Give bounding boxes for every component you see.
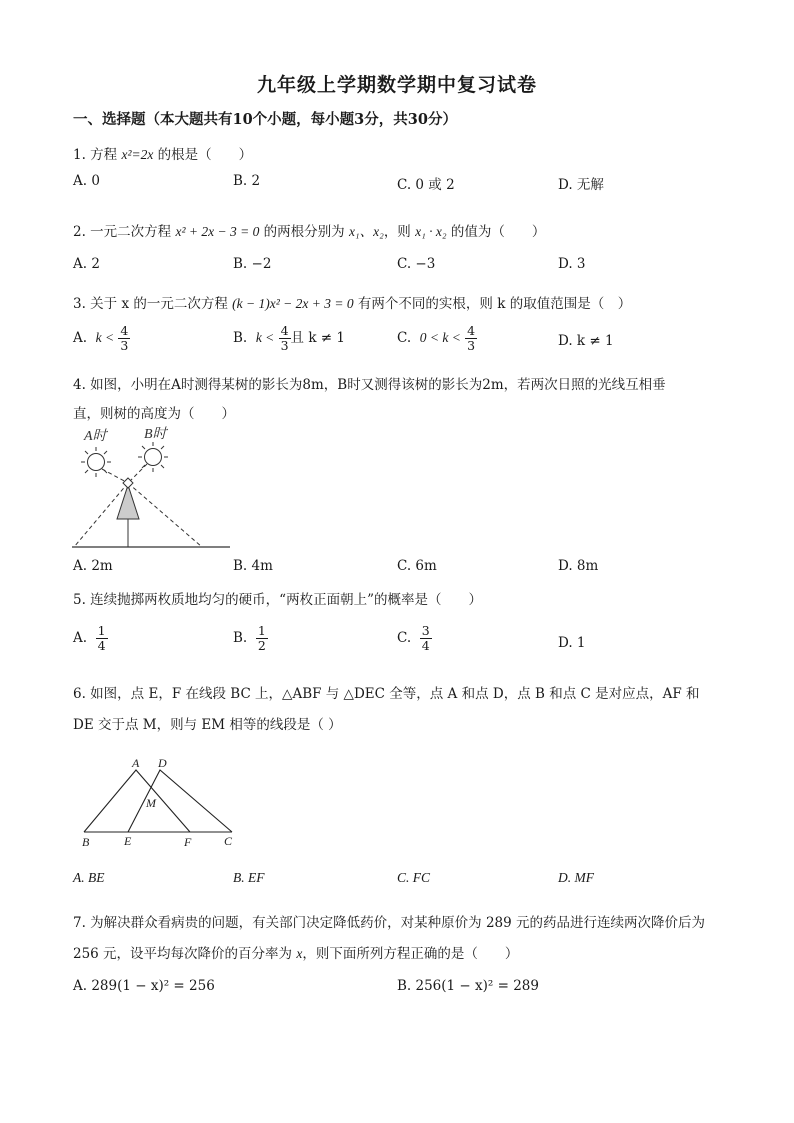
q6-option-b: B. EF — [233, 870, 265, 885]
q5-b-num: 1 — [257, 623, 266, 638]
q1-option-b: B. 2 — [233, 173, 261, 189]
q3-c-label: C. — [397, 330, 412, 346]
q5-a-label: A. — [73, 630, 88, 646]
q1-option-d: D. 无解 — [558, 177, 604, 193]
q5-b-den: 2 — [257, 638, 266, 653]
q7-option-a: A. 289(1 − x)² = 256 — [73, 978, 215, 994]
q7-option-b: B. 256(1 − x)² = 289 — [397, 978, 539, 994]
question-6-line-1: 6. 如图，点 E，F 在线段 BC 上，△ABF 与 △DEC 全等，点 A 和点 D，点 B 和点 C 是对应点，AF 和 — [73, 686, 700, 702]
q3-a-den: 3 — [120, 338, 129, 353]
q5-c-den: 4 — [421, 638, 430, 653]
q3-c-fraction — [465, 324, 477, 353]
q5-option-c — [397, 624, 432, 653]
q3-option-b — [233, 324, 345, 353]
label-e: E — [124, 834, 132, 848]
q1-option-a: A. 0 — [73, 173, 100, 189]
light-rays — [74, 464, 202, 547]
q5-option-b — [233, 624, 268, 653]
section-heading: 一、选择题（本大题共有10个小题，每小题3分，共30分） — [73, 111, 457, 128]
q2-option-a: A. 2 — [73, 256, 100, 272]
label-a: A — [132, 756, 140, 770]
q2-text-b: 的两根分别为 — [259, 224, 349, 240]
label-d: D — [158, 756, 167, 770]
q5-b-label: B. — [233, 630, 248, 646]
label-f: F — [184, 835, 192, 849]
q6-option-a: A. BE — [73, 870, 105, 885]
fig-label-b-time: B时 — [144, 427, 167, 442]
q2-text-a: 2. 一元二次方程 — [73, 224, 176, 240]
q4-option-c: C. 6m — [397, 558, 437, 574]
q7-text-c: ，则下面所列方程正确的是（ ） — [302, 946, 519, 962]
q2-option-b: B. −2 — [233, 256, 272, 272]
q3-b-num: 4 — [280, 323, 289, 338]
page-title: 九年级上学期数学期中复习试卷 — [256, 74, 537, 96]
q4-option-d: D. 8m — [558, 558, 599, 574]
label-m: M — [146, 796, 156, 810]
q1-text-a: 1. 方程 — [73, 147, 122, 163]
q4-option-a: A. 2m — [73, 558, 113, 574]
question-5-stem: 5. 连续抛掷两枚质地均匀的硬币，“两枚正面朝上”的概率是（ ） — [73, 592, 482, 608]
q3-option-a — [73, 324, 130, 353]
tree-icon — [117, 478, 139, 547]
q5-c-label: C. — [397, 630, 412, 646]
sun-b-icon — [138, 442, 168, 472]
q6-option-c: C. FC — [397, 870, 431, 885]
q5-b-fraction — [256, 624, 268, 653]
q3-equation: (k − 1)x² − 2x + 3 = 0 — [232, 296, 354, 311]
question-4-line-2: 直，则树的高度为（ ） — [73, 406, 235, 422]
q3-c-den: 3 — [467, 338, 476, 353]
q7-variable: x — [296, 946, 303, 961]
q3-b-rhs: 且 k ≠ 1 — [290, 330, 346, 346]
fig-label-a-time: A时 — [84, 429, 107, 444]
tree-shadow-figure — [70, 422, 235, 552]
q6-option-d: D. MF — [558, 870, 594, 885]
q3-a-num: 4 — [120, 323, 129, 338]
q2-equation: x² + 2x − 3 = 0 — [175, 224, 260, 239]
q2-option-c: C. −3 — [397, 256, 436, 272]
q3-a-fraction — [118, 324, 130, 353]
question-1-stem — [73, 143, 252, 163]
triangle-abf — [84, 770, 190, 832]
q1-equation: x²=2x — [121, 147, 154, 162]
sun-a-icon — [81, 447, 111, 477]
q5-option-a — [73, 624, 108, 653]
q3-a-lhs: k < — [95, 330, 115, 345]
q3-b-label: B. — [233, 330, 248, 346]
q2-roots: x₁、x₂ — [348, 224, 384, 239]
question-2-stem — [73, 220, 545, 240]
q5-option-d: D. 1 — [558, 635, 586, 651]
q3-c-lhs: 0 < k < — [419, 330, 461, 345]
q2-product: x₁ · x₂ — [415, 224, 447, 239]
q3-option-d: D. k ≠ 1 — [558, 333, 614, 349]
q2-text-d: 的值为（ ） — [446, 224, 546, 240]
q3-b-den: 3 — [280, 338, 289, 353]
q2-text-c: ，则 — [383, 224, 416, 240]
q1-option-c: C. 0 或 2 — [397, 177, 455, 193]
q4-option-b: B. 4m — [233, 558, 273, 574]
question-6-line-2: DE 交于点 M，则与 EM 相等的线段是（ ） — [73, 717, 342, 733]
q3-c-num: 4 — [467, 323, 476, 338]
q3-option-c — [397, 324, 477, 353]
q5-a-fraction — [96, 624, 108, 653]
q3-text-b: 有两个不同的实根，则 k 的取值范围是（ ） — [353, 296, 632, 312]
label-b: B — [82, 835, 90, 849]
q5-c-fraction — [420, 624, 432, 653]
question-3-stem — [73, 292, 631, 312]
q2-option-d: D. 3 — [558, 256, 586, 272]
question-7-line-2 — [73, 942, 518, 962]
q3-b-fraction — [279, 324, 291, 353]
q3-a-label: A. — [73, 330, 88, 346]
q5-a-den: 4 — [97, 638, 106, 653]
q5-a-num: 1 — [97, 623, 106, 638]
label-c: C — [224, 834, 233, 848]
triangles-figure — [78, 752, 248, 852]
q3-text-a: 3. 关于 x 的一元二次方程 — [73, 296, 233, 312]
question-7-line-1: 7. 为解决群众看病贵的问题，有关部门决定降低药价，对某种原价为 289 元的药品进行连续两次降价后为 — [73, 915, 706, 931]
q3-b-lhs: k < — [255, 330, 275, 345]
q5-c-num: 3 — [421, 623, 430, 638]
q1-text-c: 的根是（ ） — [153, 147, 253, 163]
q7-text-a: 256 元，设平均每次降价的百分率为 — [73, 946, 297, 962]
question-4-line-1: 4. 如图，小明在A时测得某树的影长为8m，B时又测得该树的影长为2m，若两次日照的光线互相垂 — [73, 377, 666, 393]
